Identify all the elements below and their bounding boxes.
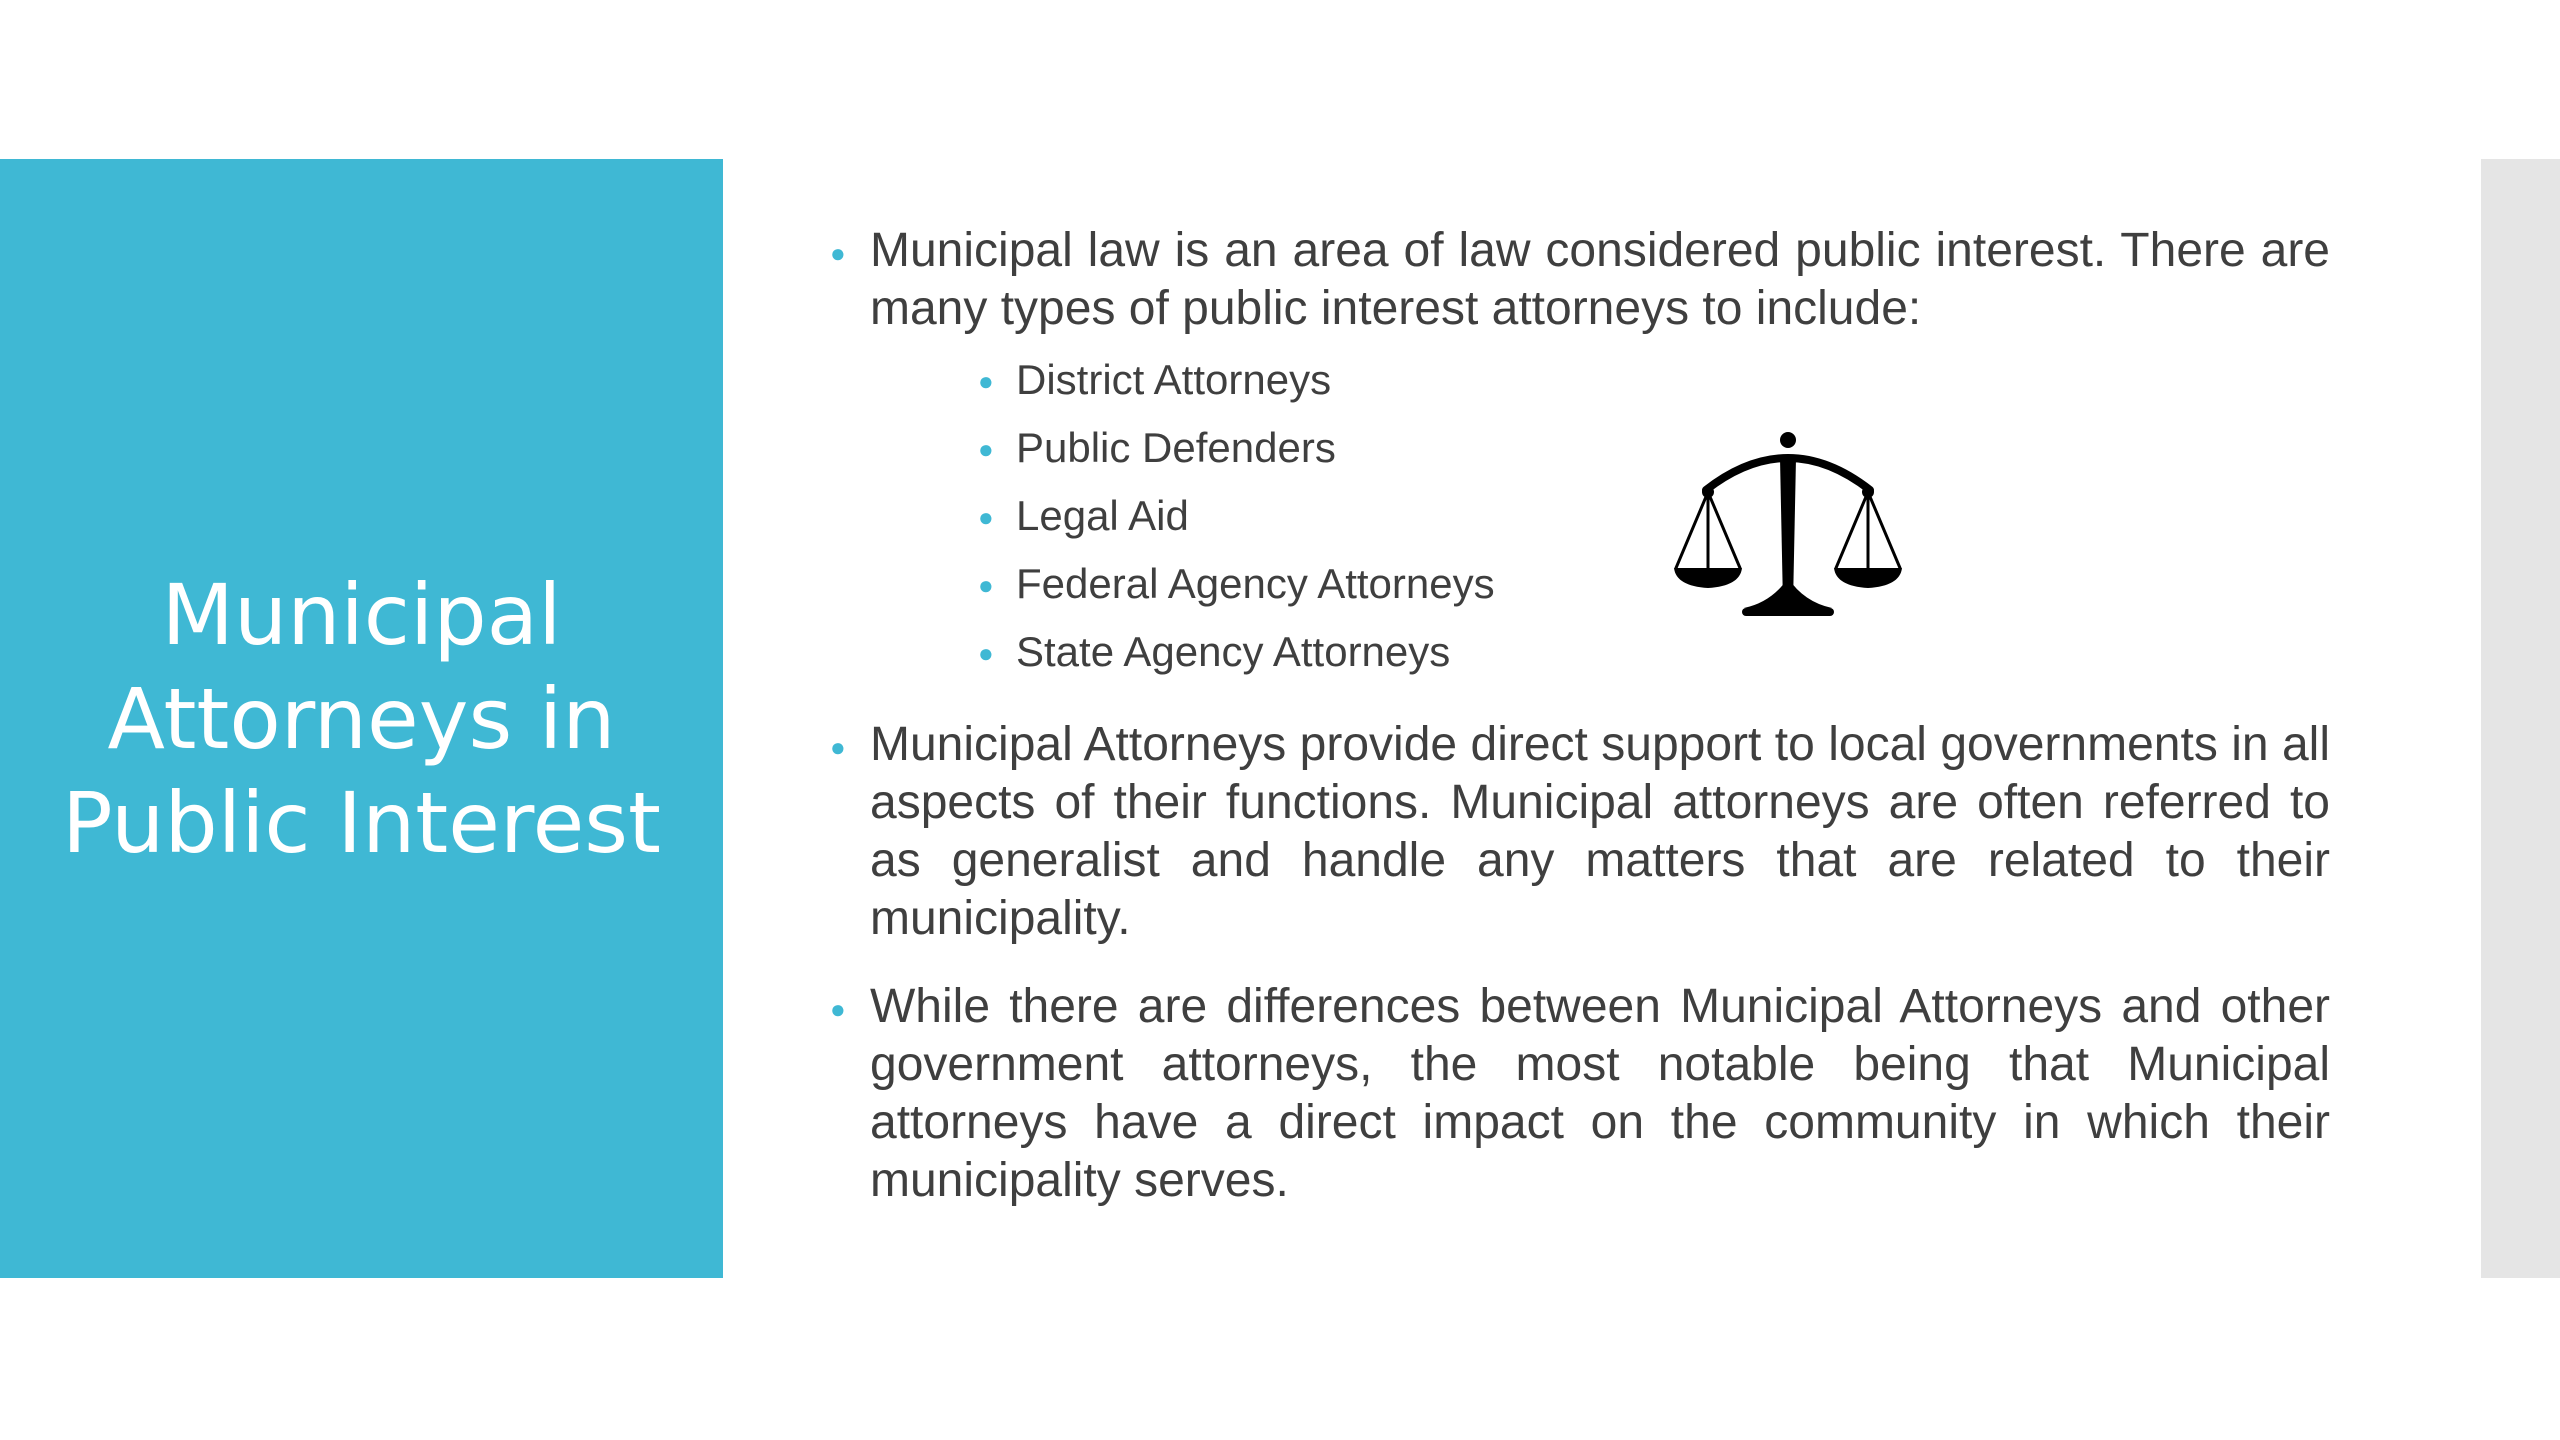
- bullet-text: While there are differences between Municipal Attorneys and other government attorneys, the most notable being that Municipal attorneys have a direct impact on the community in which their municipality serves.: [870, 980, 2330, 1207]
- scales-of-justice-icon: [1672, 430, 1904, 624]
- bullet-dot-icon: ●: [830, 238, 846, 268]
- bullet-public-interest: [830, 222, 2330, 686]
- bullet-differences: [830, 978, 2330, 1210]
- bullet-dot-icon: ●: [830, 732, 846, 762]
- bullet-text: Municipal law is an area of law considered public interest. There are many types of public interest attorneys to include:: [870, 224, 2330, 335]
- bullet-dot-icon: ●: [978, 434, 994, 464]
- slide-title: Municipal Attorneys in Public Interest: [62, 565, 661, 872]
- bullet-dot-icon: ●: [978, 366, 994, 396]
- list-item: [870, 550, 2330, 618]
- title-panel: [0, 159, 723, 1278]
- attorney-types-list: [870, 346, 2330, 686]
- bullet-dot-icon: ●: [978, 502, 994, 532]
- list-item-text: District Attorneys: [1016, 356, 1332, 403]
- bullet-dot-icon: ●: [830, 994, 846, 1024]
- slide-content: [830, 222, 2330, 1210]
- bullet-dot-icon: ●: [978, 570, 994, 600]
- list-item-text: Public Defenders: [1016, 424, 1336, 471]
- right-side-strip: [2481, 159, 2560, 1278]
- bullet-dot-icon: ●: [978, 638, 994, 668]
- list-item-text: Federal Agency Attorneys: [1016, 560, 1495, 607]
- list-item: [870, 482, 2330, 550]
- list-item: [870, 618, 2330, 686]
- bullet-municipal-support: [830, 716, 2330, 948]
- list-item: [870, 346, 2330, 414]
- list-item: [870, 414, 2330, 482]
- list-item-text: Legal Aid: [1016, 492, 1189, 539]
- bullet-text: Municipal Attorneys provide direct support to local governments in all aspects of their functions. Municipal attorneys are often referred to as generalist and handle any matters that are related to their municipality.: [870, 718, 2330, 945]
- list-item-text: State Agency Attorneys: [1016, 628, 1451, 675]
